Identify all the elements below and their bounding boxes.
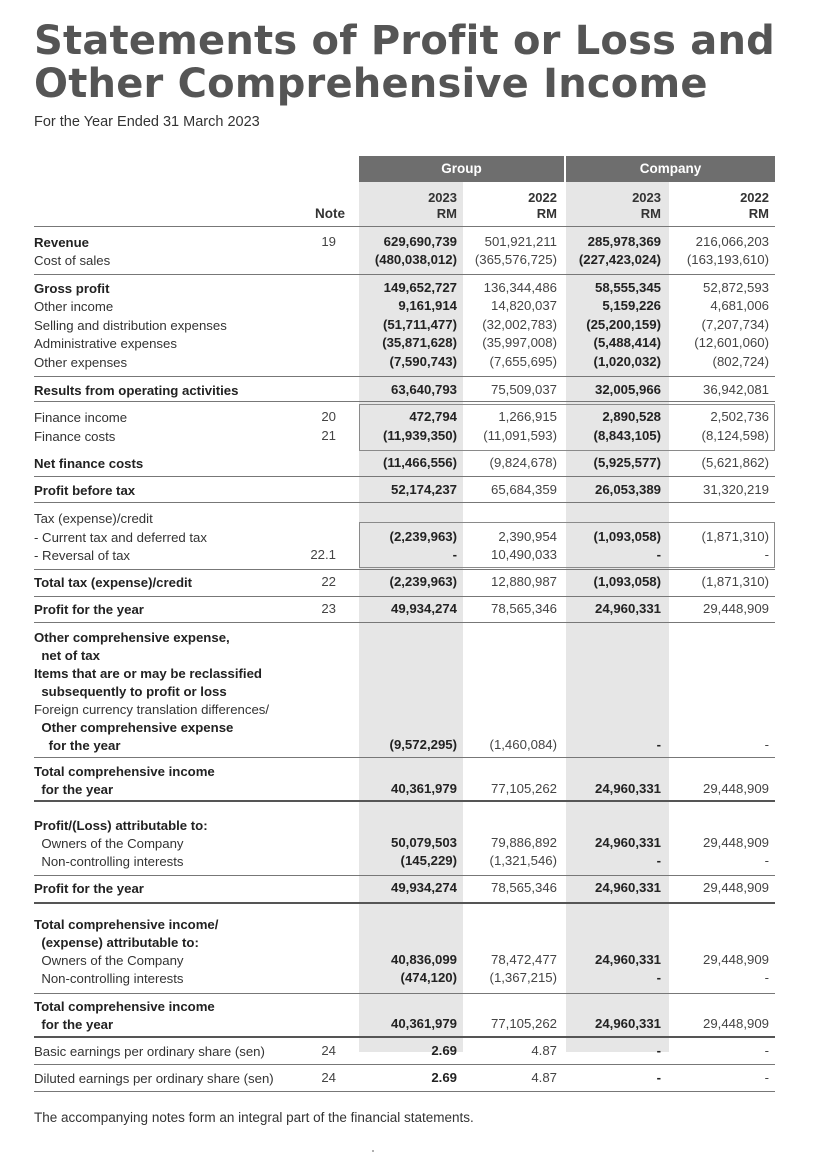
value-cell: (7,655,695): [489, 354, 557, 369]
group-2022-header: 2022 RM: [528, 190, 557, 221]
footnote: The accompanying notes form an integral part of the financial statements.: [34, 1110, 474, 1125]
rule-after-tci: [34, 800, 775, 802]
value-cell: (5,621,862): [701, 455, 769, 470]
row-label: Tax (expense)/credit: [34, 511, 153, 526]
value-cell: (480,038,012): [374, 252, 457, 267]
row-label: Gross profit: [34, 281, 110, 296]
value-cell: 285,978,369: [587, 234, 661, 249]
value-cell: -: [764, 1043, 769, 1058]
value-cell: (2,239,963): [389, 529, 457, 544]
value-cell: 24,960,331: [594, 952, 661, 967]
rule-after-pfy: [34, 622, 775, 623]
value-cell: (32,002,783): [482, 317, 557, 332]
value-cell: (474,120): [400, 970, 457, 985]
value-cell: (7,590,743): [389, 354, 457, 369]
value-cell: 4.87: [531, 1070, 557, 1085]
value-cell: 77,105,262: [490, 1016, 557, 1031]
value-cell: -: [656, 737, 661, 752]
rule-after-basic-eps: [34, 1064, 775, 1065]
value-cell: -: [764, 1070, 769, 1085]
row-label: Total comprehensive income: [34, 764, 215, 779]
row-note: 22: [321, 574, 336, 589]
row-label: Owners of the Company: [34, 953, 184, 968]
row-label: Net finance costs: [34, 456, 144, 471]
rule-after-net-finance: [34, 476, 775, 477]
value-cell: (365,576,725): [474, 252, 557, 267]
value-cell: 31,320,219: [702, 482, 769, 497]
row-label: Revenue: [34, 235, 89, 250]
row-note: 20: [321, 409, 336, 424]
row-label: Other comprehensive expense,: [34, 630, 230, 645]
value-cell: 78,565,346: [490, 880, 557, 895]
value-cell: -: [656, 1043, 661, 1058]
page-title: [34, 20, 775, 106]
rule-after-nci-1: [34, 875, 775, 876]
value-cell: 78,472,477: [490, 952, 557, 967]
rule-after-results: [34, 401, 775, 402]
rule-after-other-exp: [34, 376, 775, 377]
value-cell: 12,880,987: [490, 574, 557, 589]
row-label: Profit/(Loss) attributable to:: [34, 818, 208, 833]
value-cell: (1,020,032): [593, 354, 661, 369]
value-cell: 75,509,037: [490, 382, 557, 397]
rule-after-cost: [34, 274, 775, 275]
value-cell: (35,997,008): [482, 335, 557, 350]
row-label: Selling and distribution expenses: [34, 318, 227, 333]
value-cell: (1,093,058): [593, 574, 661, 589]
rule-after-oci: [34, 757, 775, 758]
row-label: Items that are or may be reclassified: [34, 666, 262, 681]
value-cell: 1,266,915: [498, 409, 557, 424]
value-cell: (35,871,628): [382, 335, 457, 350]
row-label: for the year: [34, 782, 114, 797]
company-header: Company: [566, 156, 775, 182]
value-cell: -: [452, 547, 457, 562]
value-cell: (5,925,577): [593, 455, 661, 470]
value-cell: (1,871,310): [701, 529, 769, 544]
value-cell: (802,724): [712, 354, 769, 369]
row-label: Administrative expenses: [34, 336, 177, 351]
value-cell: 136,344,486: [483, 280, 557, 295]
row-note: 22.1: [310, 547, 336, 562]
value-cell: 52,174,237: [390, 482, 457, 497]
value-cell: 49,934,274: [390, 601, 457, 616]
row-note: 19: [321, 234, 336, 249]
row-label: Non-controlling interests: [34, 854, 184, 869]
value-cell: 24,960,331: [594, 1016, 661, 1031]
row-label: Profit for the year: [34, 881, 144, 896]
value-cell: 216,066,203: [695, 234, 769, 249]
value-cell: 50,079,503: [390, 835, 457, 850]
value-cell: 24,960,331: [594, 601, 661, 616]
value-cell: (11,939,350): [382, 428, 457, 443]
rule-after-total-tax: [34, 596, 775, 597]
value-cell: (1,093,058): [593, 529, 661, 544]
value-cell: -: [764, 547, 769, 562]
row-label: Other comprehensive expense: [34, 720, 234, 735]
value-cell: (9,824,678): [489, 455, 557, 470]
row-label: for the year: [34, 1017, 114, 1032]
rule-after-nci-2: [34, 993, 775, 994]
row-label: Owners of the Company: [34, 836, 184, 851]
row-label: net of tax: [34, 648, 100, 663]
value-cell: -: [764, 853, 769, 868]
value-cell: 29,448,909: [702, 601, 769, 616]
value-cell: -: [656, 970, 661, 985]
value-cell: 29,448,909: [702, 835, 769, 850]
row-label: - Current tax and deferred tax: [34, 530, 207, 545]
value-cell: 2.69: [431, 1070, 457, 1085]
value-cell: 58,555,345: [594, 280, 661, 295]
value-cell: (1,871,310): [701, 574, 769, 589]
value-cell: -: [656, 547, 661, 562]
value-cell: 2,890,528: [602, 409, 661, 424]
value-cell: (8,843,105): [593, 428, 661, 443]
rule-after-reversal: [34, 569, 775, 570]
row-label: Finance income: [34, 410, 128, 425]
row-label: Other expenses: [34, 355, 128, 370]
value-cell: (145,229): [400, 853, 457, 868]
row-label: - Reversal of tax: [34, 548, 131, 563]
value-cell: 501,921,211: [484, 234, 557, 249]
value-cell: 26,053,389: [594, 482, 661, 497]
row-label: Foreign currency translation differences/: [34, 702, 270, 717]
row-label: Cost of sales: [34, 253, 111, 268]
value-cell: 24,960,331: [594, 781, 661, 796]
company-2023-header: 2023 RM: [632, 190, 661, 221]
value-cell: 29,448,909: [702, 880, 769, 895]
value-cell: 29,448,909: [702, 781, 769, 796]
row-note: 24: [321, 1043, 336, 1058]
value-cell: 4,681,006: [710, 298, 769, 313]
value-cell: 40,361,979: [390, 781, 457, 796]
value-cell: -: [764, 737, 769, 752]
company-2022-header: 2022 RM: [740, 190, 769, 221]
value-cell: 24,960,331: [594, 880, 661, 895]
row-label: for the year: [34, 738, 121, 753]
value-cell: (1,460,084): [489, 737, 557, 752]
row-label: Total tax (expense)/credit: [34, 575, 193, 590]
value-cell: 2.69: [431, 1043, 457, 1058]
value-cell: 63,640,793: [390, 382, 457, 397]
value-cell: 40,361,979: [390, 1016, 457, 1031]
value-cell: (9,572,295): [389, 737, 457, 752]
page-mark: [372, 1150, 374, 1152]
value-cell: (1,367,215): [489, 970, 557, 985]
value-cell: -: [764, 970, 769, 985]
value-cell: 77,105,262: [490, 781, 557, 796]
value-cell: (25,200,159): [586, 317, 661, 332]
value-cell: 5,159,226: [602, 298, 661, 313]
value-cell: (1,321,546): [489, 853, 557, 868]
value-cell: 29,448,909: [702, 1016, 769, 1031]
title-line-1: Statements of Profit or Loss and: [34, 18, 775, 64]
row-label: subsequently to profit or loss: [34, 684, 227, 699]
group-2023-header: 2023 RM: [428, 190, 457, 221]
value-cell: 49,934,274: [390, 880, 457, 895]
value-cell: (2,239,963): [389, 574, 457, 589]
row-label: Non-controlling interests: [34, 971, 184, 986]
value-cell: 629,690,739: [383, 234, 457, 249]
value-cell: (163,193,610): [686, 252, 769, 267]
value-cell: 2,502,736: [710, 409, 769, 424]
row-label: Basic earnings per ordinary share (sen): [34, 1044, 265, 1059]
value-cell: 24,960,331: [594, 835, 661, 850]
rule-after-diluted-eps: [34, 1091, 775, 1092]
row-label: (expense) attributable to:: [34, 935, 199, 950]
row-note: 21: [321, 428, 336, 443]
value-cell: (8,124,598): [701, 428, 769, 443]
value-cell: (5,488,414): [593, 335, 661, 350]
value-cell: (12,601,060): [694, 335, 769, 350]
value-cell: (227,423,024): [578, 252, 661, 267]
value-cell: 40,836,099: [390, 952, 457, 967]
value-cell: 10,490,033: [490, 547, 557, 562]
value-cell: (51,711,477): [382, 317, 457, 332]
value-cell: 9,161,914: [398, 298, 457, 313]
value-cell: -: [656, 1070, 661, 1085]
value-cell: 2,390,954: [498, 529, 557, 544]
row-label: Results from operating activities: [34, 383, 239, 398]
row-label: Total comprehensive income: [34, 999, 215, 1014]
value-cell: 65,684,359: [490, 482, 557, 497]
value-cell: 4.87: [531, 1043, 557, 1058]
value-cell: 472,794: [409, 409, 457, 424]
row-note: 24: [321, 1070, 336, 1085]
value-cell: 78,565,346: [490, 601, 557, 616]
row-label: Other income: [34, 299, 114, 314]
row-label: Total comprehensive income/: [34, 917, 219, 932]
value-cell: 79,886,892: [490, 835, 557, 850]
value-cell: (7,207,734): [701, 317, 769, 332]
rule-after-tci-2: [34, 1036, 775, 1038]
value-cell: 149,652,727: [383, 280, 457, 295]
period-subtitle: For the Year Ended 31 March 2023: [34, 114, 260, 130]
row-label: Diluted earnings per ordinary share (sen): [34, 1071, 274, 1086]
value-cell: (11,091,593): [483, 428, 557, 443]
value-cell: 52,872,593: [702, 280, 769, 295]
value-cell: 14,820,037: [490, 298, 557, 313]
row-label: Finance costs: [34, 429, 116, 444]
row-label: Profit before tax: [34, 483, 136, 498]
value-cell: (11,466,556): [382, 455, 457, 470]
value-cell: 36,942,081: [702, 382, 769, 397]
rule-after-pbt: [34, 502, 775, 503]
row-label: Profit for the year: [34, 602, 144, 617]
group-header: Group: [359, 156, 564, 182]
title-line-2: Other Comprehensive Income: [34, 61, 708, 107]
value-cell: -: [656, 853, 661, 868]
header-rule: [34, 226, 775, 227]
rule-after-pfy-2: [34, 902, 775, 904]
value-cell: 29,448,909: [702, 952, 769, 967]
note-column-header: Note: [315, 206, 345, 221]
row-note: 23: [321, 601, 336, 616]
value-cell: 32,005,966: [594, 382, 661, 397]
